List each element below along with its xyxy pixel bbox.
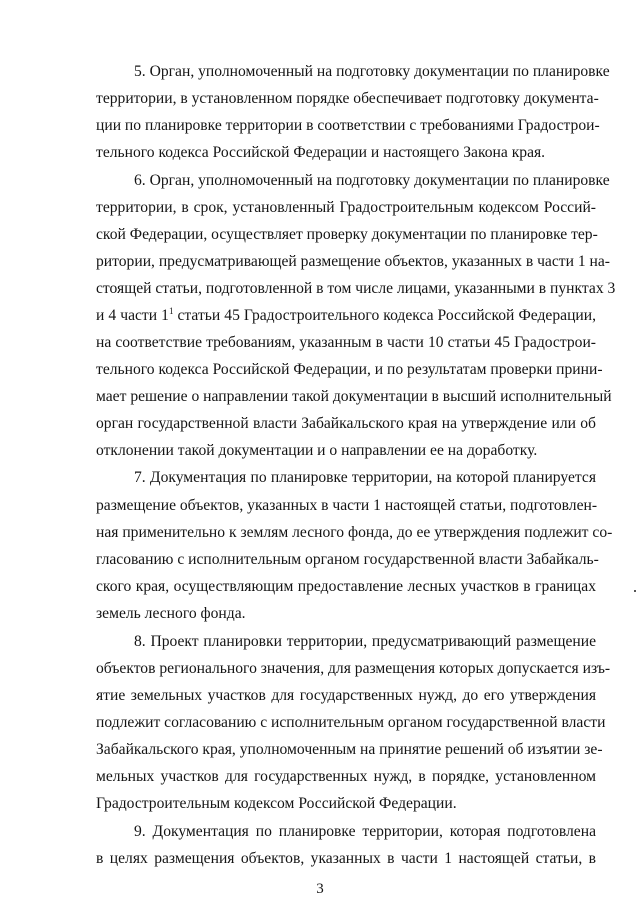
paragraph-5-line-1: 5. Орган, уполномоченный на подготовку документации по планировке — [134, 63, 610, 80]
margin-dot — [634, 590, 636, 592]
paragraph-6-line-1: 6. Орган, уполномоченный на подготовку документации по планировке — [134, 172, 610, 189]
paragraph-8-line-7: Градостроительным кодексом Российской Федерации. — [96, 795, 457, 812]
paragraph-8-line-2: объектов регионального значения, для размещения которых допускается изъ- — [96, 660, 611, 677]
paragraph-7-line-6: земель лесного фонда. — [96, 605, 246, 622]
paragraph-7-line-3: ная применительно к землям лесного фонда, до ее утверждения подлежит со- — [96, 524, 613, 541]
paragraph-8-line-4: подлежит согласованию с исполнительным органом государственной власти — [96, 714, 606, 731]
paragraph-6-line-10: орган государственной власти Забайкальского края на утверждение или об — [96, 415, 596, 432]
paragraph-8-line-6: мельных участков для государственных нужд, в порядке, установленном — [96, 768, 596, 785]
paragraph-6-line-4: ритории, предусматривающей размещение объектов, указанных в части 1 на- — [96, 253, 610, 270]
paragraph-6-line-6-start: и 4 части 1 — [96, 307, 169, 324]
paragraph-6-line-9: мает решение о направлении такой документации в высший исполнительный — [96, 388, 612, 405]
paragraph-6-line-11: отклонении такой документации и о направлении ее на доработку. — [96, 442, 538, 459]
page-number: 3 — [316, 881, 324, 897]
paragraph-9-line-2: в целях размещения объектов, указанных в части 1 настоящей статьи, в — [96, 850, 596, 867]
paragraph-8-line-5: Забайкальского края, уполномоченным на принятие решений об изъятии зе- — [96, 741, 603, 758]
paragraph-7-line-5: ского края, осуществляющим предоставление лесных участков в границах — [96, 578, 596, 595]
paragraph-6-line-5: стоящей статьи, подготовленной в том числе лицами, указанными в пунктах 3 — [96, 280, 616, 297]
paragraph-5-line-4: тельного кодекса Российской Федерации и настоящего Закона края. — [96, 144, 546, 161]
paragraph-6-line-6-end: статьи 45 Градостроительного кодекса Российской Федерации, — [173, 307, 596, 324]
paragraph-6-line-2: территории, в срок, установленный Градостроительным кодексом Россий- — [96, 199, 596, 216]
paragraph-6-line-3: ской Федерации, осуществляет проверку документации по планировке тер- — [96, 226, 598, 243]
paragraph-7-line-4: гласованию с исполнительным органом государственной власти Забайкаль- — [96, 551, 599, 568]
paragraph-9-line-1: 9. Документация по планировке территории, которая подготовлена — [134, 823, 596, 840]
paragraph-7-line-2: размещение объектов, указанных в части 1 настоящей статьи, подготовлен- — [96, 497, 598, 514]
paragraph-5-line-3: ции по планировке территории в соответствии с требованиями Градострои- — [96, 117, 600, 134]
paragraph-8-line-3: ятие земельных участков для государственных нужд, до его утверждения — [96, 687, 596, 704]
paragraph-5-line-2: территории, в установленном порядке обеспечивает подготовку документа- — [96, 90, 599, 107]
paragraph-7-line-1: 7. Документация по планировке территории, на которой планируется — [134, 469, 596, 486]
paragraph-6-line-6 — [96, 306, 596, 326]
paragraph-6-line-8: тельного кодекса Российской Федерации, и по результатам проверки прини- — [96, 361, 603, 378]
superscript-1: 1 — [168, 306, 174, 316]
paragraph-6-line-7: на соответствие требованиям, указанным в части 10 статьи 45 Градострои- — [96, 334, 596, 351]
paragraph-8-line-1: 8. Проект планировки территории, предусматривающий размещение — [134, 633, 596, 650]
